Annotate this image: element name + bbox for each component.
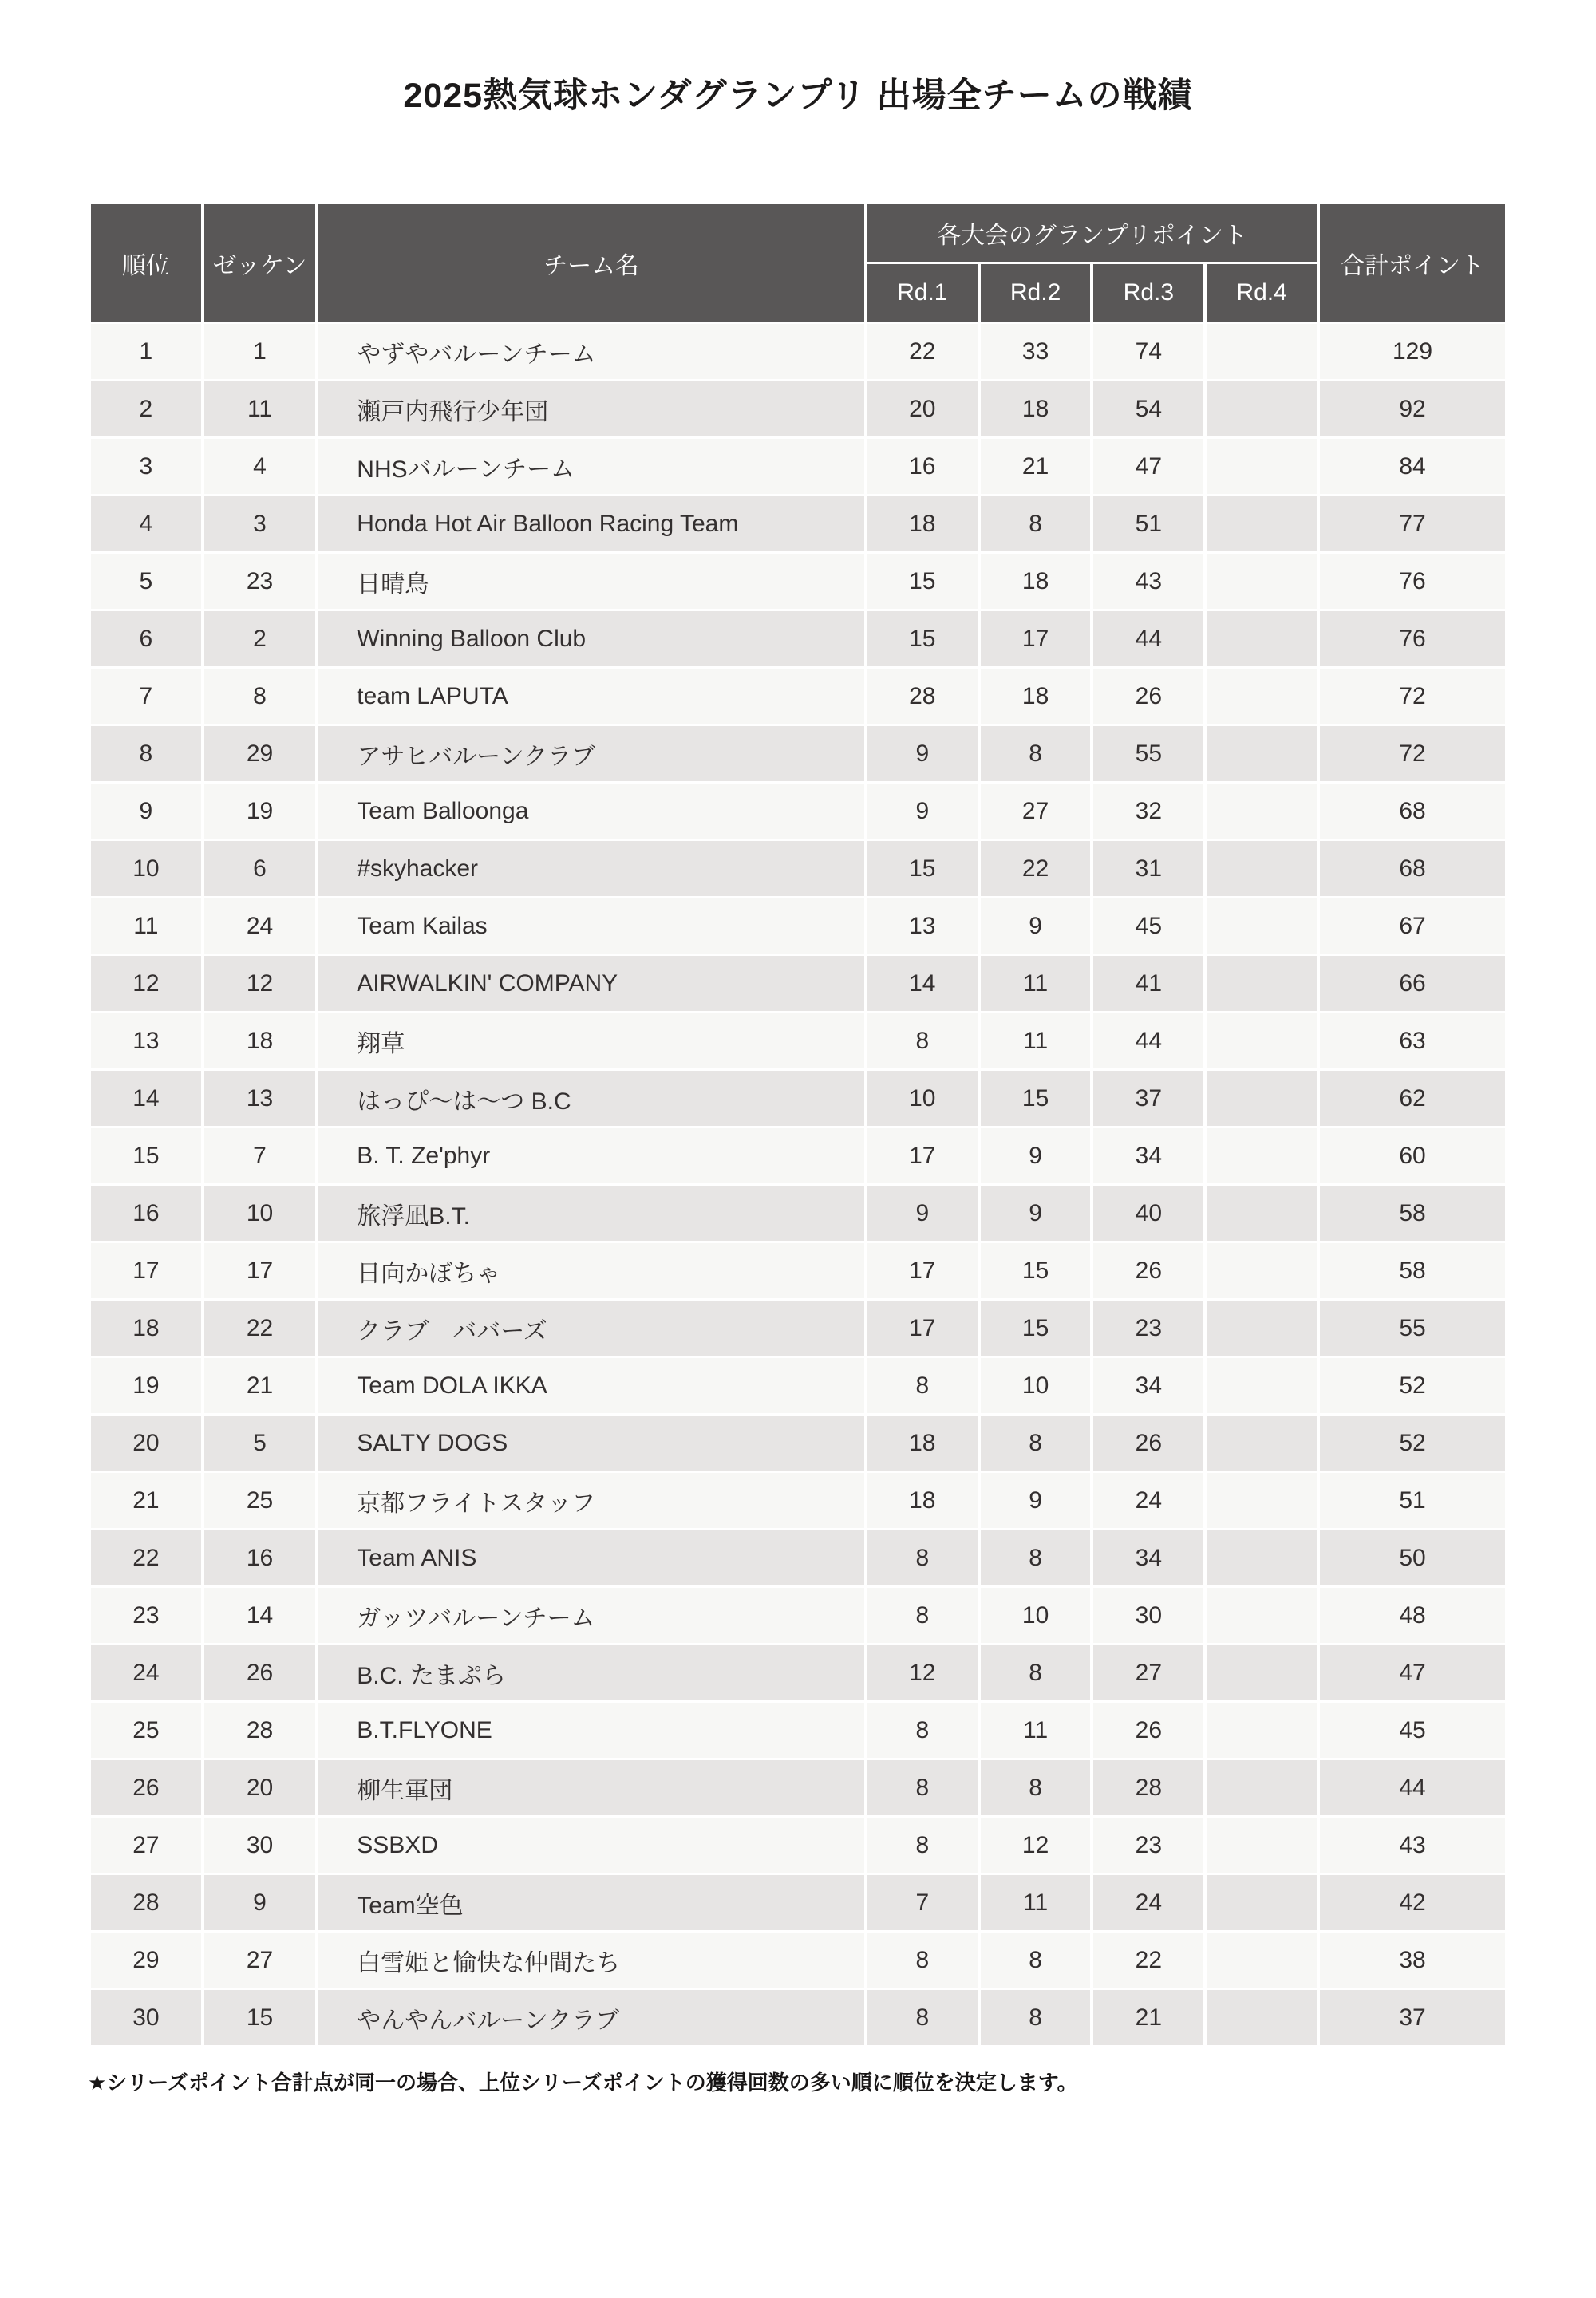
team-name-cell: SALTY DOGS	[318, 1416, 864, 1471]
rd2-points-cell: 27	[981, 784, 1091, 839]
rd4-points-cell	[1207, 554, 1317, 609]
rd1-points-cell: 9	[867, 1186, 978, 1241]
rd1-points-cell: 17	[867, 1243, 978, 1298]
rd1-points-cell: 14	[867, 956, 978, 1011]
bib-cell: 29	[204, 726, 316, 781]
rd3-points-cell: 28	[1093, 1760, 1203, 1815]
rank-cell: 17	[91, 1243, 201, 1298]
rank-cell: 1	[91, 324, 201, 379]
team-name-cell: #skyhacker	[318, 841, 864, 896]
bib-cell: 21	[204, 1358, 316, 1413]
total-points-cell: 44	[1320, 1760, 1505, 1815]
team-name-cell: やんやんバルーンクラブ	[318, 1990, 864, 2045]
rd1-points-cell: 17	[867, 1301, 978, 1356]
team-name-cell: 日向かぼちゃ	[318, 1243, 864, 1298]
header-rank: 順位	[91, 204, 201, 322]
team-name-cell: Team Kailas	[318, 898, 864, 954]
table-row	[91, 1933, 1505, 1988]
table-row	[91, 1358, 1505, 1413]
total-points-cell: 66	[1320, 956, 1505, 1011]
rd2-points-cell: 11	[981, 1703, 1091, 1758]
rd2-points-cell: 33	[981, 324, 1091, 379]
bib-cell: 23	[204, 554, 316, 609]
rd4-points-cell	[1207, 1588, 1317, 1643]
total-points-cell: 67	[1320, 898, 1505, 954]
rd1-points-cell: 22	[867, 324, 978, 379]
table-row	[91, 726, 1505, 781]
rd2-points-cell: 8	[981, 1416, 1091, 1471]
header-total-points: 合計ポイント	[1320, 204, 1505, 322]
team-name-cell: Team空色	[318, 1875, 864, 1930]
rank-cell: 26	[91, 1760, 201, 1815]
total-points-cell: 52	[1320, 1358, 1505, 1413]
total-points-cell: 84	[1320, 439, 1505, 494]
rd2-points-cell: 9	[981, 1473, 1091, 1528]
rd4-points-cell	[1207, 1071, 1317, 1126]
rank-cell: 22	[91, 1530, 201, 1585]
bib-cell: 9	[204, 1875, 316, 1930]
bib-cell: 30	[204, 1818, 316, 1873]
rd1-points-cell: 13	[867, 898, 978, 954]
total-points-cell: 62	[1320, 1071, 1505, 1126]
total-points-cell: 68	[1320, 784, 1505, 839]
rd4-points-cell	[1207, 381, 1317, 436]
rank-cell: 11	[91, 898, 201, 954]
table-row	[91, 381, 1505, 436]
header-points-group: 各大会のグランプリポイント	[867, 204, 1317, 262]
rd2-points-cell: 8	[981, 1530, 1091, 1585]
bib-cell: 8	[204, 669, 316, 724]
table-row	[91, 1301, 1505, 1356]
rd2-points-cell: 8	[981, 496, 1091, 551]
bib-cell: 11	[204, 381, 316, 436]
total-points-cell: 42	[1320, 1875, 1505, 1930]
total-points-cell: 77	[1320, 496, 1505, 551]
table-row	[91, 784, 1505, 839]
rd1-points-cell: 8	[867, 1990, 978, 2045]
rd1-points-cell: 28	[867, 669, 978, 724]
table-row	[91, 1013, 1505, 1068]
rd3-points-cell: 32	[1093, 784, 1203, 839]
bib-cell: 12	[204, 956, 316, 1011]
table-row	[91, 1760, 1505, 1815]
team-name-cell: team LAPUTA	[318, 669, 864, 724]
table-row	[91, 1243, 1505, 1298]
rd4-points-cell	[1207, 726, 1317, 781]
table-row	[91, 669, 1505, 724]
rd1-points-cell: 15	[867, 554, 978, 609]
rd4-points-cell	[1207, 611, 1317, 666]
team-name-cell: B.T.FLYONE	[318, 1703, 864, 1758]
table-row	[91, 841, 1505, 896]
rd4-points-cell	[1207, 496, 1317, 551]
rank-cell: 2	[91, 381, 201, 436]
rd1-points-cell: 8	[867, 1933, 978, 1988]
rd3-points-cell: 21	[1093, 1990, 1203, 2045]
team-name-cell: はっぴ〜は〜つ B.C	[318, 1071, 864, 1126]
rd3-points-cell: 51	[1093, 496, 1203, 551]
rank-cell: 3	[91, 439, 201, 494]
rd2-points-cell: 18	[981, 554, 1091, 609]
rd4-points-cell	[1207, 1416, 1317, 1471]
table-row	[91, 898, 1505, 954]
team-name-cell: やずやバルーンチーム	[318, 324, 864, 379]
total-points-cell: 76	[1320, 611, 1505, 666]
table-row	[91, 1818, 1505, 1873]
rd1-points-cell: 8	[867, 1703, 978, 1758]
rd2-points-cell: 8	[981, 1990, 1091, 2045]
rd3-points-cell: 41	[1093, 956, 1203, 1011]
rd1-points-cell: 9	[867, 784, 978, 839]
bib-cell: 20	[204, 1760, 316, 1815]
team-name-cell: B.C. たまぷら	[318, 1645, 864, 1700]
rd4-points-cell	[1207, 1358, 1317, 1413]
rd1-points-cell: 9	[867, 726, 978, 781]
rd3-points-cell: 31	[1093, 841, 1203, 896]
bib-cell: 28	[204, 1703, 316, 1758]
rd2-points-cell: 12	[981, 1818, 1091, 1873]
header-rd2: Rd.2	[981, 264, 1091, 322]
rank-cell: 21	[91, 1473, 201, 1528]
rd3-points-cell: 44	[1093, 611, 1203, 666]
total-points-cell: 55	[1320, 1301, 1505, 1356]
bib-cell: 17	[204, 1243, 316, 1298]
rd3-points-cell: 44	[1093, 1013, 1203, 1068]
rd1-points-cell: 18	[867, 1473, 978, 1528]
rd4-points-cell	[1207, 1990, 1317, 2045]
team-name-cell: 旅浮凪B.T.	[318, 1186, 864, 1241]
team-name-cell: AIRWALKIN' COMPANY	[318, 956, 864, 1011]
team-name-cell: 白雪姫と愉快な仲間たち	[318, 1933, 864, 1988]
table-row	[91, 496, 1505, 551]
team-name-cell: ガッツバルーンチーム	[318, 1588, 864, 1643]
total-points-cell: 50	[1320, 1530, 1505, 1585]
team-name-cell: Team DOLA IKKA	[318, 1358, 864, 1413]
total-points-cell: 47	[1320, 1645, 1505, 1700]
rd1-points-cell: 8	[867, 1818, 978, 1873]
total-points-cell: 52	[1320, 1416, 1505, 1471]
rd1-points-cell: 17	[867, 1128, 978, 1183]
table-header	[91, 204, 1505, 322]
rd3-points-cell: 23	[1093, 1818, 1203, 1873]
bib-cell: 6	[204, 841, 316, 896]
table-row	[91, 439, 1505, 494]
rd1-points-cell: 15	[867, 841, 978, 896]
header-rd4: Rd.4	[1207, 264, 1317, 322]
table-row	[91, 1990, 1505, 2045]
rd1-points-cell: 8	[867, 1760, 978, 1815]
rank-cell: 15	[91, 1128, 201, 1183]
bib-cell: 10	[204, 1186, 316, 1241]
total-points-cell: 58	[1320, 1186, 1505, 1241]
rd3-points-cell: 30	[1093, 1588, 1203, 1643]
table-row	[91, 1530, 1505, 1585]
team-name-cell: B. T. Ze'phyr	[318, 1128, 864, 1183]
total-points-cell: 37	[1320, 1990, 1505, 2045]
bib-cell: 7	[204, 1128, 316, 1183]
rd2-points-cell: 18	[981, 381, 1091, 436]
rd3-points-cell: 26	[1093, 669, 1203, 724]
rank-cell: 16	[91, 1186, 201, 1241]
rd3-points-cell: 43	[1093, 554, 1203, 609]
rank-cell: 7	[91, 669, 201, 724]
bib-cell: 24	[204, 898, 316, 954]
team-name-cell: Team ANIS	[318, 1530, 864, 1585]
rd3-points-cell: 37	[1093, 1071, 1203, 1126]
rd1-points-cell: 12	[867, 1645, 978, 1700]
standings-body	[91, 324, 1505, 2045]
bib-cell: 19	[204, 784, 316, 839]
footnote: ★シリーズポイント合計点が同一の場合、上位シリーズポイントの獲得回数の多い順に順位を決定します。	[88, 2071, 1078, 2095]
rank-cell: 14	[91, 1071, 201, 1126]
bib-cell: 4	[204, 439, 316, 494]
team-name-cell: Winning Balloon Club	[318, 611, 864, 666]
table-row	[91, 554, 1505, 609]
table-row	[91, 1416, 1505, 1471]
rd3-points-cell: 24	[1093, 1875, 1203, 1930]
header-rd1: Rd.1	[867, 264, 978, 322]
bib-cell: 14	[204, 1588, 316, 1643]
team-name-cell: 翔草	[318, 1013, 864, 1068]
rank-cell: 25	[91, 1703, 201, 1758]
total-points-cell: 58	[1320, 1243, 1505, 1298]
table-row	[91, 324, 1505, 379]
team-name-cell: 京都フライトスタッフ	[318, 1473, 864, 1528]
rd4-points-cell	[1207, 669, 1317, 724]
rank-cell: 20	[91, 1416, 201, 1471]
rank-cell: 19	[91, 1358, 201, 1413]
rank-cell: 24	[91, 1645, 201, 1700]
total-points-cell: 51	[1320, 1473, 1505, 1528]
rd2-points-cell: 8	[981, 726, 1091, 781]
team-name-cell: アサヒバルーンクラブ	[318, 726, 864, 781]
rd4-points-cell	[1207, 1473, 1317, 1528]
bib-cell: 1	[204, 324, 316, 379]
rd1-points-cell: 18	[867, 496, 978, 551]
bib-cell: 2	[204, 611, 316, 666]
rd1-points-cell: 8	[867, 1588, 978, 1643]
rank-cell: 10	[91, 841, 201, 896]
total-points-cell: 63	[1320, 1013, 1505, 1068]
bib-cell: 16	[204, 1530, 316, 1585]
rd4-points-cell	[1207, 1128, 1317, 1183]
table-row	[91, 1875, 1505, 1930]
rd2-points-cell: 17	[981, 611, 1091, 666]
total-points-cell: 60	[1320, 1128, 1505, 1183]
header-rd3: Rd.3	[1093, 264, 1203, 322]
total-points-cell: 76	[1320, 554, 1505, 609]
rd2-points-cell: 8	[981, 1645, 1091, 1700]
rd3-points-cell: 23	[1093, 1301, 1203, 1356]
rd3-points-cell: 47	[1093, 439, 1203, 494]
table-row	[91, 1645, 1505, 1700]
rd4-points-cell	[1207, 1301, 1317, 1356]
rd4-points-cell	[1207, 1645, 1317, 1700]
rd2-points-cell: 9	[981, 1186, 1091, 1241]
rd3-points-cell: 55	[1093, 726, 1203, 781]
rank-cell: 18	[91, 1301, 201, 1356]
total-points-cell: 92	[1320, 381, 1505, 436]
rd2-points-cell: 18	[981, 669, 1091, 724]
rd2-points-cell: 21	[981, 439, 1091, 494]
rd4-points-cell	[1207, 898, 1317, 954]
rd4-points-cell	[1207, 324, 1317, 379]
rd4-points-cell	[1207, 1760, 1317, 1815]
standings-table-container	[88, 202, 1508, 2047]
rd2-points-cell: 22	[981, 841, 1091, 896]
bib-cell: 25	[204, 1473, 316, 1528]
rd2-points-cell: 10	[981, 1358, 1091, 1413]
bib-cell: 13	[204, 1071, 316, 1126]
rd3-points-cell: 26	[1093, 1243, 1203, 1298]
rd1-points-cell: 10	[867, 1071, 978, 1126]
rank-cell: 5	[91, 554, 201, 609]
rank-cell: 9	[91, 784, 201, 839]
rd4-points-cell	[1207, 439, 1317, 494]
table-row	[91, 1703, 1505, 1758]
rd2-points-cell: 15	[981, 1301, 1091, 1356]
rd4-points-cell	[1207, 1243, 1317, 1298]
bib-cell: 15	[204, 1990, 316, 2045]
rd3-points-cell: 22	[1093, 1933, 1203, 1988]
team-name-cell: 日晴鳥	[318, 554, 864, 609]
bib-cell: 18	[204, 1013, 316, 1068]
table-row	[91, 1128, 1505, 1183]
rd1-points-cell: 20	[867, 381, 978, 436]
rd1-points-cell: 18	[867, 1416, 978, 1471]
table-row	[91, 611, 1505, 666]
bib-cell: 27	[204, 1933, 316, 1988]
team-name-cell: NHSバルーンチーム	[318, 439, 864, 494]
rank-cell: 27	[91, 1818, 201, 1873]
header-team-name: チーム名	[318, 204, 864, 322]
rank-cell: 23	[91, 1588, 201, 1643]
rd3-points-cell: 34	[1093, 1128, 1203, 1183]
rd3-points-cell: 34	[1093, 1358, 1203, 1413]
rank-cell: 13	[91, 1013, 201, 1068]
bib-cell: 22	[204, 1301, 316, 1356]
rd2-points-cell: 8	[981, 1933, 1091, 1988]
total-points-cell: 38	[1320, 1933, 1505, 1988]
rd1-points-cell: 8	[867, 1013, 978, 1068]
rank-cell: 28	[91, 1875, 201, 1930]
total-points-cell: 45	[1320, 1703, 1505, 1758]
table-row	[91, 1186, 1505, 1241]
page-title: 2025熱気球ホンダグランプリ 出場全チームの戦績	[403, 77, 1193, 115]
rd3-points-cell: 26	[1093, 1416, 1203, 1471]
rd3-points-cell: 45	[1093, 898, 1203, 954]
rd1-points-cell: 7	[867, 1875, 978, 1930]
total-points-cell: 43	[1320, 1818, 1505, 1873]
rd3-points-cell: 27	[1093, 1645, 1203, 1700]
rd2-points-cell: 11	[981, 956, 1091, 1011]
rd1-points-cell: 15	[867, 611, 978, 666]
rd1-points-cell: 16	[867, 439, 978, 494]
rd4-points-cell	[1207, 1703, 1317, 1758]
team-name-cell: SSBXD	[318, 1818, 864, 1873]
rd4-points-cell	[1207, 1530, 1317, 1585]
bib-cell: 26	[204, 1645, 316, 1700]
rd2-points-cell: 11	[981, 1875, 1091, 1930]
rd4-points-cell	[1207, 1186, 1317, 1241]
standings-table	[88, 202, 1508, 2047]
table-row	[91, 1071, 1505, 1126]
rd3-points-cell: 40	[1093, 1186, 1203, 1241]
team-name-cell: 瀬戸内飛行少年団	[318, 381, 864, 436]
rd2-points-cell: 8	[981, 1760, 1091, 1815]
team-name-cell: 柳生軍団	[318, 1760, 864, 1815]
rd4-points-cell	[1207, 1875, 1317, 1930]
rd3-points-cell: 24	[1093, 1473, 1203, 1528]
table-row	[91, 956, 1505, 1011]
rd4-points-cell	[1207, 1818, 1317, 1873]
rank-cell: 29	[91, 1933, 201, 1988]
team-name-cell: Honda Hot Air Balloon Racing Team	[318, 496, 864, 551]
rd4-points-cell	[1207, 784, 1317, 839]
rd3-points-cell: 74	[1093, 324, 1203, 379]
rd3-points-cell: 54	[1093, 381, 1203, 436]
team-name-cell: Team Balloonga	[318, 784, 864, 839]
total-points-cell: 48	[1320, 1588, 1505, 1643]
bib-cell: 3	[204, 496, 316, 551]
rd4-points-cell	[1207, 841, 1317, 896]
rd1-points-cell: 8	[867, 1358, 978, 1413]
team-name-cell: クラブ ババーズ	[318, 1301, 864, 1356]
header-bib: ゼッケン	[204, 204, 316, 322]
rank-cell: 30	[91, 1990, 201, 2045]
rd4-points-cell	[1207, 1933, 1317, 1988]
rd2-points-cell: 15	[981, 1071, 1091, 1126]
rd3-points-cell: 34	[1093, 1530, 1203, 1585]
rank-cell: 8	[91, 726, 201, 781]
total-points-cell: 72	[1320, 726, 1505, 781]
total-points-cell: 72	[1320, 669, 1505, 724]
rd4-points-cell	[1207, 956, 1317, 1011]
total-points-cell: 129	[1320, 324, 1505, 379]
table-row	[91, 1473, 1505, 1528]
total-points-cell: 68	[1320, 841, 1505, 896]
table-row	[91, 1588, 1505, 1643]
rd2-points-cell: 9	[981, 1128, 1091, 1183]
rank-cell: 4	[91, 496, 201, 551]
rank-cell: 6	[91, 611, 201, 666]
rd2-points-cell: 9	[981, 898, 1091, 954]
rank-cell: 12	[91, 956, 201, 1011]
rd2-points-cell: 11	[981, 1013, 1091, 1068]
rd4-points-cell	[1207, 1013, 1317, 1068]
rd3-points-cell: 26	[1093, 1703, 1203, 1758]
rd2-points-cell: 15	[981, 1243, 1091, 1298]
bib-cell: 5	[204, 1416, 316, 1471]
rd2-points-cell: 10	[981, 1588, 1091, 1643]
rd1-points-cell: 8	[867, 1530, 978, 1585]
